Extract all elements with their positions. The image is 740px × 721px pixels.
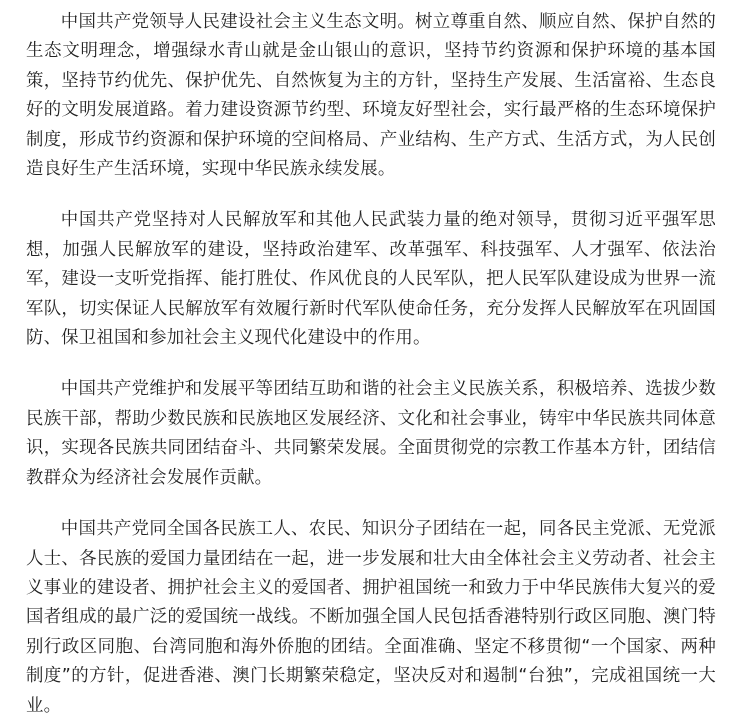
paragraph-ethnic-relations: 中国共产党维护和发展平等团结互助和谐的社会主义民族关系，积极培养、选拔少数民族干部，帮助少数民族和民族地区发展经济、文化和社会事业，铸牢中华民族共同体意识，实现各民族共同团结奋斗、共同繁荣发展。全面贯彻党的宗教工作基本方针，团结信教群众为经济社会发展作贡献。 <box>26 379 716 488</box>
paragraph-united-front: 中国共产党同全国各民族工人、农民、知识分子团结在一起，同各民主党派、无党派人士、各民族的爱国力量团结在一起，进一步发展和壮大由全体社会主义劳动者、社会主义事业的建设者、拥护社会主义的爱国者、拥护祖国统一和致力于中华民族伟大复兴的爱国者组成的最广泛的爱国统一战线。不断加强全国人民包括香港特别行政区同胞、澳门特别行政区同胞、台湾同胞和海外侨胞的团结。全面准确、坚定不移贯彻“一个国家、两种制度”的方针，促进香港、澳门长期繁荣稳定，坚决反对和遏制“台独”，完成祖国统一大业。 <box>26 519 716 716</box>
paragraph-peoples-army: 中国共产党坚持对人民解放军和其他人民武装力量的绝对领导，贯彻习近平强军思想，加强人民解放军的建设，坚持政治建军、改革强军、科技强军、人才强军、依法治军，建设一支听党指挥、能打胜仗、作风优良的人民军队，把人民军队建设成为世界一流军队，切实保证人民解放军有效履行新时代军队使命任务，充分发挥人民解放军在巩固国防、保卫祖国和参加社会主义现代化建设中的作用。 <box>26 210 716 349</box>
document-body <box>26 8 716 721</box>
paragraph-ecological-civilization: 中国共产党领导人民建设社会主义生态文明。树立尊重自然、顺应自然、保护自然的生态文明理念，增强绿水青山就是金山银山的意识，坚持节约资源和保护环境的基本国策，坚持节约优先、保护优先、自然恢复为主的方针，坚持生产发展、生活富裕、生态良好的文明发展道路。着力建设资源节约型、环境友好型社会，实行最严格的生态环境保护制度，形成节约资源和保护环境的空间格局、产业结构、生产方式、生活方式，为人民创造良好生产生活环境，实现中华民族永续发展。 <box>26 12 716 180</box>
